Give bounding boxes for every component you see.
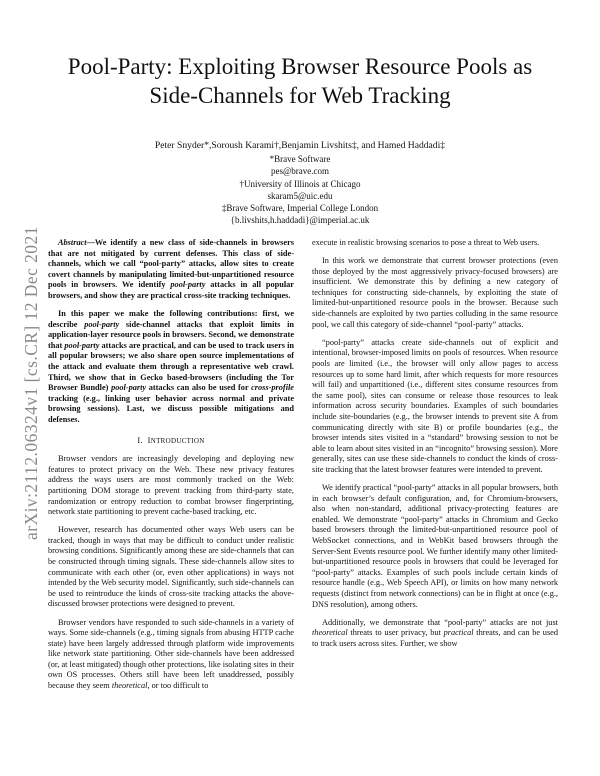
affiliation-2: †University of Illinois at Chicago [239, 178, 361, 189]
author-block [60, 140, 540, 226]
intro-paragraph-3: Browser vendors have responded to such side-channels in a variety of ways. Some side-channels (e.g., timing signals from abusing HTTP cache state) have been largely addressed through platform wide improvements like network state partitioning. Other side-channels have been addressed (or, at least mitigated) though other protections, like isolating sites in their own OS processes. Others still have been left unaddressed, possibly because they seem theoretical, or too difficult to [48, 617, 294, 691]
title-line-2: Side-Channels for Web Tracking [149, 83, 451, 108]
section-heading-introduction: I. INTRODUCTION [137, 435, 205, 445]
title-line-1: Pool-Party: Exploiting Browser Resource Pools as [67, 54, 533, 79]
left-column [48, 238, 294, 692]
arxiv-identifier: arXiv:2112.06324v1 [cs.CR] 12 Dec 2021 [21, 226, 41, 540]
author-names: Peter Snyder*,Soroush Karami†,Benjamin Livshits‡, and Hamed Haddadi‡ [154, 140, 446, 151]
paper-title [40, 52, 560, 110]
intro-paragraph-6: We identify practical “pool-party” attacks in all popular browsers, both in each browser’s default configuration, and, for Chromium-browsers, also when non-standard, additional privacy-protecting features are enabled. We demonstrate “pool-party” attacks in Chromium and Gecko based browsers through the limited-but-unpartitioned resource pool of WebSocket connections, and in WebKit based browsers through the Server-Sent Events resource pool. We further identify many other limited-but-unpartitioned resource pools in browsers that could be leveraged for “pool-party” attacks. Examples of such pools include certain kinds of resource handle (e.g., Web Speech API), or limits on how many network requests (distinct from network connections) can be in flight at once (e.g., DNS resolution), among others. [312, 482, 559, 609]
abstract-label: Abstract [58, 238, 87, 247]
arxiv-stamp [6, 185, 41, 540]
intro-paragraph-1: Browser vendors are increasingly developing and deploying new features to protect privacy on the Web. These new privacy features address the ways users are most commonly tracked on the Web: partitioning DOM storage to prevent tracking from third-party state, randomization or entropy reduction to combat browser fingerprinting, network state partitioning to prevent cache-based tracking, etc. [48, 454, 294, 517]
intro-paragraph-3-continued: execute in realistic browsing scenarios to pose a threat to Web users. [312, 238, 540, 247]
right-column [312, 238, 558, 649]
abstract-paragraph-2: In this paper we make the following contributions: first, we describe pool-party side-channel attacks that exploit limits in application-layer resource pools in browsers. Second, we demonstrate that pool-party attacks are practical, and can be used to track users in all popular browsers; we also share open source implementations of the attack and evaluate them through a representative web crawl. Third, we show that in Gecko based-browsers (including the Tor Browser Bundle) pool-party attacks can also be used for cross-profile tracking (e.g., linking user behavior across normal and private browsing sessions). Last, we discuss possible mitigations and defenses. [48, 309, 295, 424]
intro-paragraph-5: “pool-party” attacks create side-channels out of explicit and intentional, browser-imposed limits on pools of resources. When resource pools are limited (i.e., the browser will only allow pages to access resources up to some hard limit, after which requests for more resources will fail) and unpartitioned (i.e., different sites consume resources from the same pool), sites can consume or release those resources to leak information across security boundaries. Examples of such boundaries include site-boundaries (e.g., the browser intends to prevent site A from communicating directly with site B) or profile boundaries (e.g., the browser intends sites visited in a “standard” browsing session to not be able to learn about sites visited in an “incognito” browsing session). More generally, sites can use these side-channels to conduct the kinds of cross-site tracking that the latest browser features were intended to prevent. [312, 337, 558, 474]
affiliation-2-email: skaram5@uic.edu [267, 190, 333, 201]
affiliation-1: *Brave Software [269, 154, 331, 165]
affiliation-1-email: pes@brave.com [270, 166, 330, 177]
affiliation-3-email: {b.livshits,h.haddadi}@imperial.ac.uk [230, 215, 370, 226]
intro-paragraph-4: In this work we demonstrate that current browser protections (even those deployed by the most aggressively privacy-focused browsers) are insufficient. We demonstrate this by defining a new category of techniques for constructing side-channels, by exploiting the state of limited-but-unpartitioned resource pools in the browser. Because such side-channels are exploited by two parties colluding in the same resource pool, we call this category of side-channel “pool-party” attacks. [312, 256, 558, 329]
intro-paragraph-7: Additionally, we demonstrate that “pool-party” attacks are not just theoretical threats to user privacy, but practical threats, and can be used to track users across sites. Further, we show [312, 617, 559, 648]
intro-paragraph-2: However, research has documented other ways Web users can be tracked, though in ways that may be difficult to conduct under realistic browsing conditions. Significantly among these are side-channels that can be constructed through timing signals. These side-channels allow sites to communicate with each other (or, even other applications) in ways not intended by the Web security model. Significantly, such side-channels can be used to reintroduce the kinds of cross-site tracking attacks the above-discussed browser protections were designed to prevent. [48, 525, 294, 609]
abstract-paragraph-1: Abstract—We identify a new class of side-channels in browsers that are not mitigated by current defenses. This class of side-channels, which we call “pool-party” attacks, allow sites to create covert channels by manipulating limited-but-unpartitioned resource pools in browsers. We identify pool-party attacks in all popular browsers, and show they are practical cross-site tracking techniques. [48, 238, 294, 300]
affiliation-3: ‡Brave Software, Imperial College London [221, 203, 379, 214]
